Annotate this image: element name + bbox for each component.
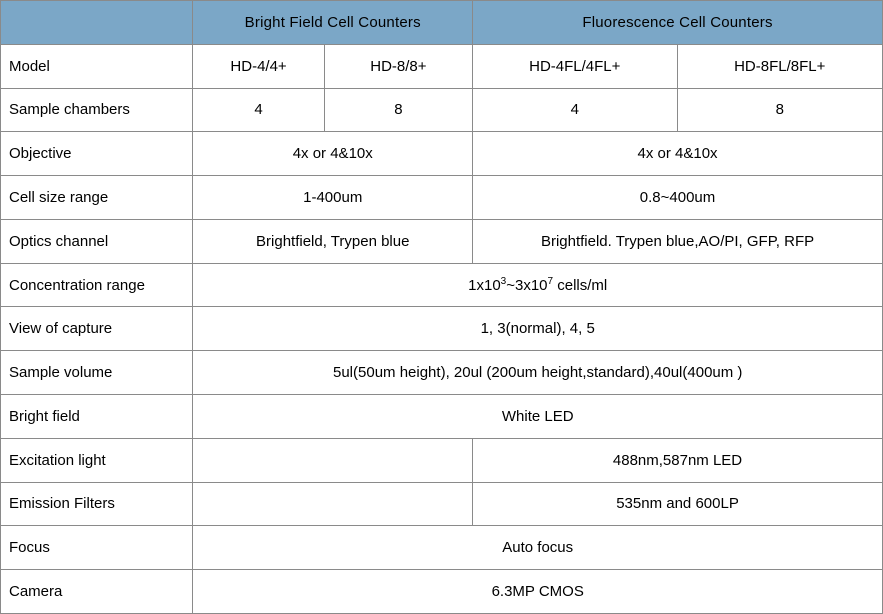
table-row xyxy=(1,395,883,439)
table-row xyxy=(1,88,883,132)
row-label-sample-chambers: Sample chambers xyxy=(1,88,193,132)
table-row xyxy=(1,482,883,526)
cell-objective-fluor: 4x or 4&10x xyxy=(473,132,883,176)
concentration-suffix: cells/ml xyxy=(553,276,608,294)
table-row xyxy=(1,44,883,88)
cell-chambers-hd4fl: 4 xyxy=(473,88,677,132)
row-label-bright-field: Bright field xyxy=(1,395,193,439)
row-label-concentration-range: Concentration range xyxy=(1,263,193,307)
row-label-focus: Focus xyxy=(1,526,193,570)
row-label-emission-filters: Emission Filters xyxy=(1,482,193,526)
table-header-row xyxy=(1,1,883,45)
concentration-exp-1: 3 xyxy=(500,275,507,287)
cell-excitation-light-fluor: 488nm,587nm LED xyxy=(473,438,883,482)
cell-sample-volume: 5ul(50um height), 20ul (200um height,standard),40ul(400um ) xyxy=(193,351,883,395)
table-row xyxy=(1,526,883,570)
cell-view-of-capture: 1, 3(normal), 4, 5 xyxy=(193,307,883,351)
cell-chambers-hd4: 4 xyxy=(193,88,324,132)
cell-model-hd8: HD-8/8+ xyxy=(324,44,472,88)
cell-size-range-fluor: 0.8~400um xyxy=(473,176,883,220)
row-label-camera: Camera xyxy=(1,570,193,614)
cell-camera: 6.3MP CMOS xyxy=(193,570,883,614)
cell-optics-channel-bright: Brightfield, Trypen blue xyxy=(193,219,473,263)
table-row xyxy=(1,307,883,351)
cell-bright-field: White LED xyxy=(193,395,883,439)
concentration-prefix: 1x10 xyxy=(468,276,501,294)
cell-emission-filters-bright xyxy=(193,482,473,526)
row-label-optics-channel: Optics channel xyxy=(1,219,193,263)
cell-focus: Auto focus xyxy=(193,526,883,570)
row-label-cell-size-range: Cell size range xyxy=(1,176,193,220)
table-row xyxy=(1,132,883,176)
concentration-exp-2: 7 xyxy=(547,275,554,287)
table-row xyxy=(1,176,883,220)
header-group-fluorescence: Fluorescence Cell Counters xyxy=(473,1,883,45)
cell-optics-channel-fluor: Brightfield. Trypen blue,AO/PI, GFP, RFP xyxy=(473,219,883,263)
row-label-objective: Objective xyxy=(1,132,193,176)
cell-concentration-range xyxy=(193,263,883,307)
table-row xyxy=(1,219,883,263)
table-row xyxy=(1,351,883,395)
cell-model-hd4fl: HD-4FL/4FL+ xyxy=(473,44,677,88)
row-label-sample-volume: Sample volume xyxy=(1,351,193,395)
row-label-excitation-light: Excitation light xyxy=(1,438,193,482)
row-label-model: Model xyxy=(1,44,193,88)
table-row xyxy=(1,438,883,482)
cell-size-range-bright: 1-400um xyxy=(193,176,473,220)
table-row xyxy=(1,570,883,614)
cell-model-hd4: HD-4/4+ xyxy=(193,44,324,88)
header-group-bright-field: Bright Field Cell Counters xyxy=(193,1,473,45)
cell-objective-bright: 4x or 4&10x xyxy=(193,132,473,176)
cell-chambers-hd8fl: 8 xyxy=(677,88,883,132)
row-label-view-of-capture: View of capture xyxy=(1,307,193,351)
cell-chambers-hd8: 8 xyxy=(324,88,472,132)
cell-emission-filters-fluor: 535nm and 600LP xyxy=(473,482,883,526)
header-blank-cell xyxy=(1,1,193,45)
concentration-mid: ~3x10 xyxy=(506,276,548,294)
table-row xyxy=(1,263,883,307)
cell-excitation-light-bright xyxy=(193,438,473,482)
cell-model-hd8fl: HD-8FL/8FL+ xyxy=(677,44,883,88)
